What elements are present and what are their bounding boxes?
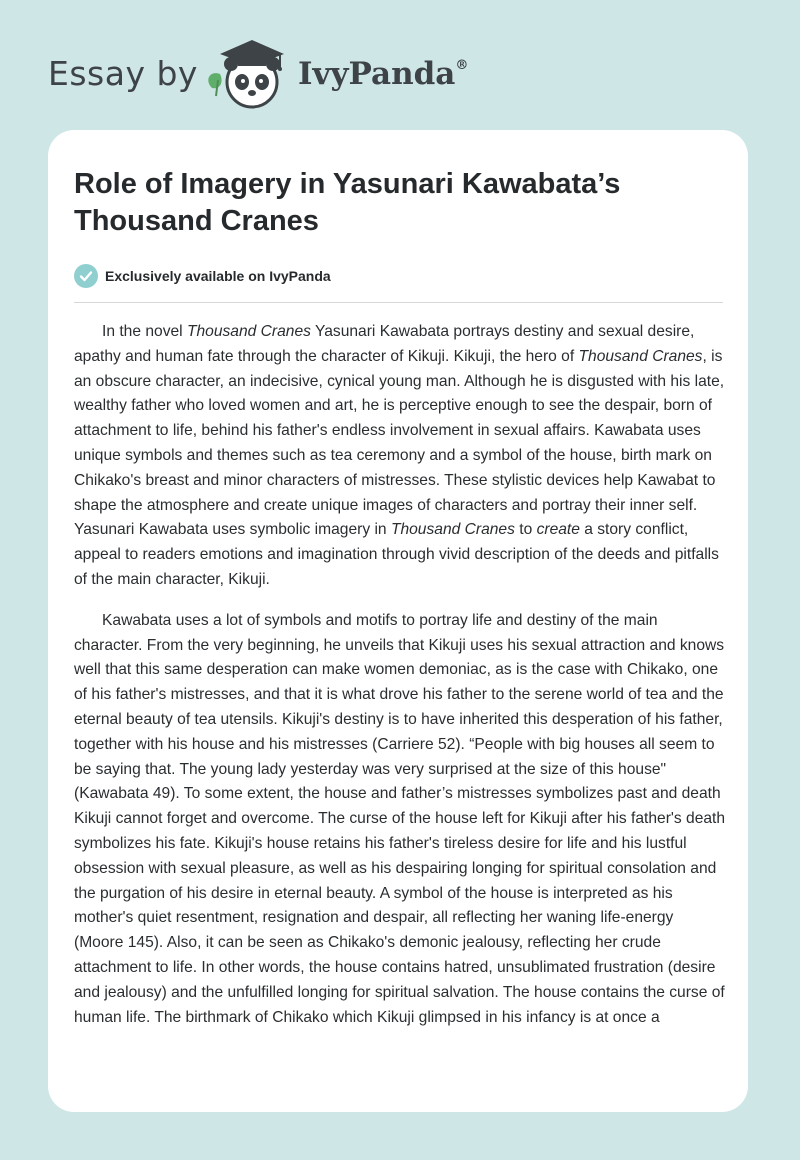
panda-graduate-icon[interactable] (204, 36, 292, 112)
paragraph-1: In the novel Thousand Cranes Yasunari Kawabata portrays destiny and sexual desire, apathy and human fate through the character of Kikuji. Kikuji, the hero of Thousand Cranes, is an obscure character, an indecisive, cynical young man. Although he is disgusted with his late, wealthy father who loved women and art, he is perceptive enough to see the despair, born of attachment to life, behind his father's endless involvement in sexual affairs. Kawabata uses unique symbols and themes such as tea ceremony and a symbol of the house, birth mark on Chikako's breast and minor characters of mistresses. These stylistic devices help Kawabat to shape the atmosphere and create unique images of characters and portray their inner self. Yasunari Kawabata uses symbolic imagery in Thousand Cranes to create a story conflict, appeal to readers emotions and imagination through vivid description of the deeds and pitfalls of the main character, Kikuji. (74, 323, 725, 588)
badge-label: Exclusively available on IvyPanda (105, 268, 331, 284)
essay-by-label: Essay by (48, 54, 198, 93)
essay-body (74, 320, 726, 1046)
brand-name[interactable]: IvyPanda® (298, 56, 469, 92)
site-header (48, 36, 568, 116)
check-circle-icon (74, 264, 98, 288)
exclusive-badge (74, 263, 331, 289)
divider (74, 302, 723, 303)
essay-card (48, 130, 748, 1112)
page-title: Role of Imagery in Yasunari Kawabata’s Thousand Cranes (74, 168, 621, 237)
paragraph-2: Kawabata uses a lot of symbols and motifs to portray life and destiny of the main character. From the very beginning, he unveils that Kikuji uses his sexual attraction and knows well that this same desperation can make women demoniac, as is the case with Chikako, one of his father's mistresses, and that it is what drove his father to the serene world of tea and the eternal beauty of tea utensils. Kikuji's destiny is to have inherited this desperation of his father, together with his house and his mistresses (Carriere 52). “People with big houses all seem to be saying that. The young lady yesterday was very surprised at the size of this house" (Kawabata 49). To some extent, the house and father’s mistresses symbolizes past and death Kikuji cannot forget and overcome. The curse of the house left for Kikuji after his father's death symbolizes his fate. Kikuji's house retains his father's tireless desire for life and his lustful obsession with sexual pleasure, as well as his despairing longing for spiritual consolation and the purgation of his desire in eternal beauty. A symbol of the house is interpreted as his mother's quiet resentment, resignation and despair, all reflecting her waning life-energy (Moore 145). Also, it can be seen as Chikako's demonic jealousy, reflecting her crude attachment to life. In other words, the house contains hatred, unsublimated frustration (desire and jealousy) and the unfulfilled longing for spiritual salvation. The house contains the curse of human life. The birthmark of Chikako which Kikuji glimpsed in his infancy is at once a (74, 611, 726, 1026)
